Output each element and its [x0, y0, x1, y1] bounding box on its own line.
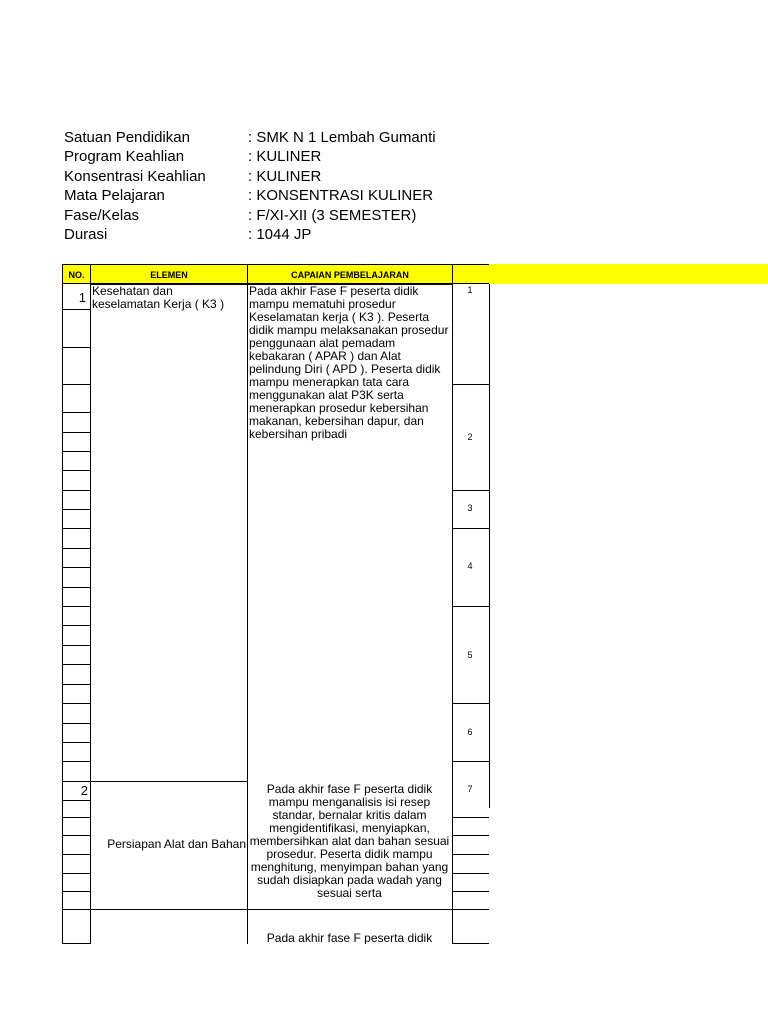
side-number: 3	[467, 503, 473, 513]
value-mata-pelajaran: : KONSENTRASI KULINER	[248, 187, 434, 204]
value-fase-kelas: : F/XI-XII (3 SEMESTER)	[248, 207, 417, 224]
column-header-extra	[452, 264, 489, 284]
label-durasi: Durasi	[64, 226, 108, 243]
value-program-keahlian: : KULINER	[248, 148, 322, 165]
value-konsentrasi-keahlian: : KULINER	[248, 168, 322, 185]
label-program-keahlian: Program Keahlian	[64, 148, 185, 165]
value-durasi: : 1044 JP	[248, 226, 312, 243]
header-row-highlight	[488, 264, 768, 284]
elemen-cell: Kesehatan dan keselamatan Kerja ( K3 )	[92, 284, 225, 311]
side-number: 2	[467, 432, 473, 442]
value-satuan-pendidikan: : SMK N 1 Lembah Gumanti	[248, 129, 436, 146]
row-number: 2	[80, 783, 88, 798]
column-header-no: NO.	[62, 264, 91, 284]
capaian-cell: Pada akhir Fase F peserta didik mampu mematuhi prosedur Keselamatan kerja ( K3 ). Peserta didik mampu melaksanakan prosedur penggunaan alat pemadam kebakaran ( APAR ) dan Alat pelindung Diri ( APD ). Peserta didik mampu menerapkan tata cara menggunakan alat P3K serta menerapkan prosedur kebersihan makanan, kebersihan dapur, dan kebersihan pribadi	[249, 284, 449, 441]
row-number: 1	[78, 290, 86, 305]
side-number: 6	[467, 727, 473, 737]
label-satuan-pendidikan: Satuan Pendidikan	[64, 129, 190, 146]
elemen-cell: Persiapan Alat dan Bahan	[107, 837, 246, 851]
side-number: 4	[467, 561, 473, 571]
label-konsentrasi-keahlian: Konsentrasi Keahlian	[64, 168, 206, 185]
capaian-cell: Pada akhir fase F peserta didik mampu menganalisis isi resep standar, bernalar kritis dalam mengidentifikasi, menyiapkan, membersihkan alat dan bahan sesuai prosedur. Peserta didik mampu menghitung, menyimpan bahan yang sudah disiapkan pada wadah yang sesuai serta	[249, 783, 450, 900]
side-number: 5	[467, 650, 473, 660]
side-number: 1	[467, 285, 473, 295]
capaian-cell: Pada akhir fase F peserta didik	[266, 932, 433, 944]
label-fase-kelas: Fase/Kelas	[64, 207, 140, 224]
label-mata-pelajaran: Mata Pelajaran	[64, 187, 165, 204]
side-number: 7	[467, 784, 473, 794]
column-header-capaian: CAPAIAN PEMBELAJARAN	[247, 264, 453, 284]
column-header-elemen: ELEMEN	[90, 264, 248, 284]
